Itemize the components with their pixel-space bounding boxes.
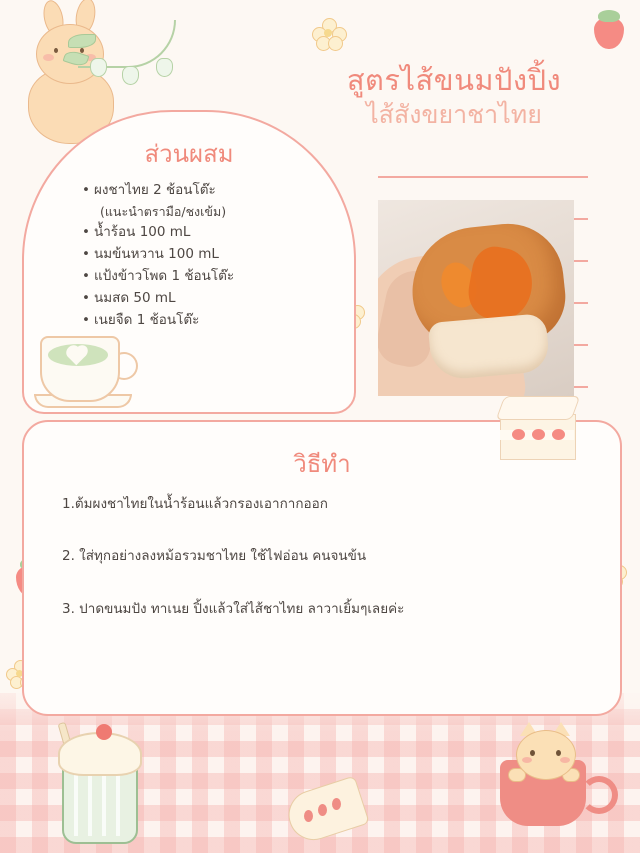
list-item xyxy=(82,244,332,266)
strawberry-top-right-icon xyxy=(592,8,626,50)
list-item xyxy=(82,180,332,222)
list-item xyxy=(82,288,332,310)
matcha-cup-icon xyxy=(34,330,144,410)
method-step: 2. ใส่ทุกอย่างลงหม้อรวมชาไทย ใช้ไฟอ่อน คนจนข้น xyxy=(62,548,367,565)
title-line-secondary: ไส้สังขยาชาไทย xyxy=(366,100,542,130)
ingredient-text: นมสด 50 mL xyxy=(94,289,176,306)
method-step: 3. ปาดขนมปัง ทาเนย ปิ้งแล้วใส่ไส้ชาไทย ลาวาเยิ้มๆเลยค่ะ xyxy=(62,600,405,617)
cake-slice-icon xyxy=(486,392,596,472)
ingredient-text: แป้งข้าวโพด 1 ช้อนโต๊ะ xyxy=(94,267,235,284)
ingredient-note: (แนะนำตรามือ/ชงเข้ม) xyxy=(100,203,227,219)
method-steps xyxy=(62,494,592,651)
bread-slice-icon xyxy=(288,780,368,850)
cat-mug-icon xyxy=(492,722,612,842)
method-heading: วิธีทำ xyxy=(293,450,351,478)
ingredients-heading: ส่วนผสม xyxy=(144,140,234,168)
recipe-photo xyxy=(378,200,574,396)
plant-sprig-icon xyxy=(60,14,190,104)
list-item xyxy=(82,222,332,244)
list-item xyxy=(82,310,332,332)
title-line-primary: สูตรไส้ขนมปังปิ้ง xyxy=(346,63,562,97)
page-title xyxy=(294,62,614,132)
ingredients-list xyxy=(82,180,332,331)
method-step: 1.ต้มผงชาไทยในน้ำร้อนแล้วกรองเอากากออก xyxy=(62,496,328,512)
ingredient-text: ผงชาไทย 2 ช้อนโต๊ะ xyxy=(94,182,216,198)
milkshake-icon xyxy=(48,726,168,846)
list-item xyxy=(82,266,332,288)
ingredient-text: น้ำร้อน 100 mL xyxy=(94,224,191,241)
ingredient-text: นมข้นหวาน 100 mL xyxy=(94,245,219,262)
flower-top-center-icon xyxy=(312,18,346,52)
ingredient-text: เนยจืด 1 ช้อนโต๊ะ xyxy=(94,311,200,328)
